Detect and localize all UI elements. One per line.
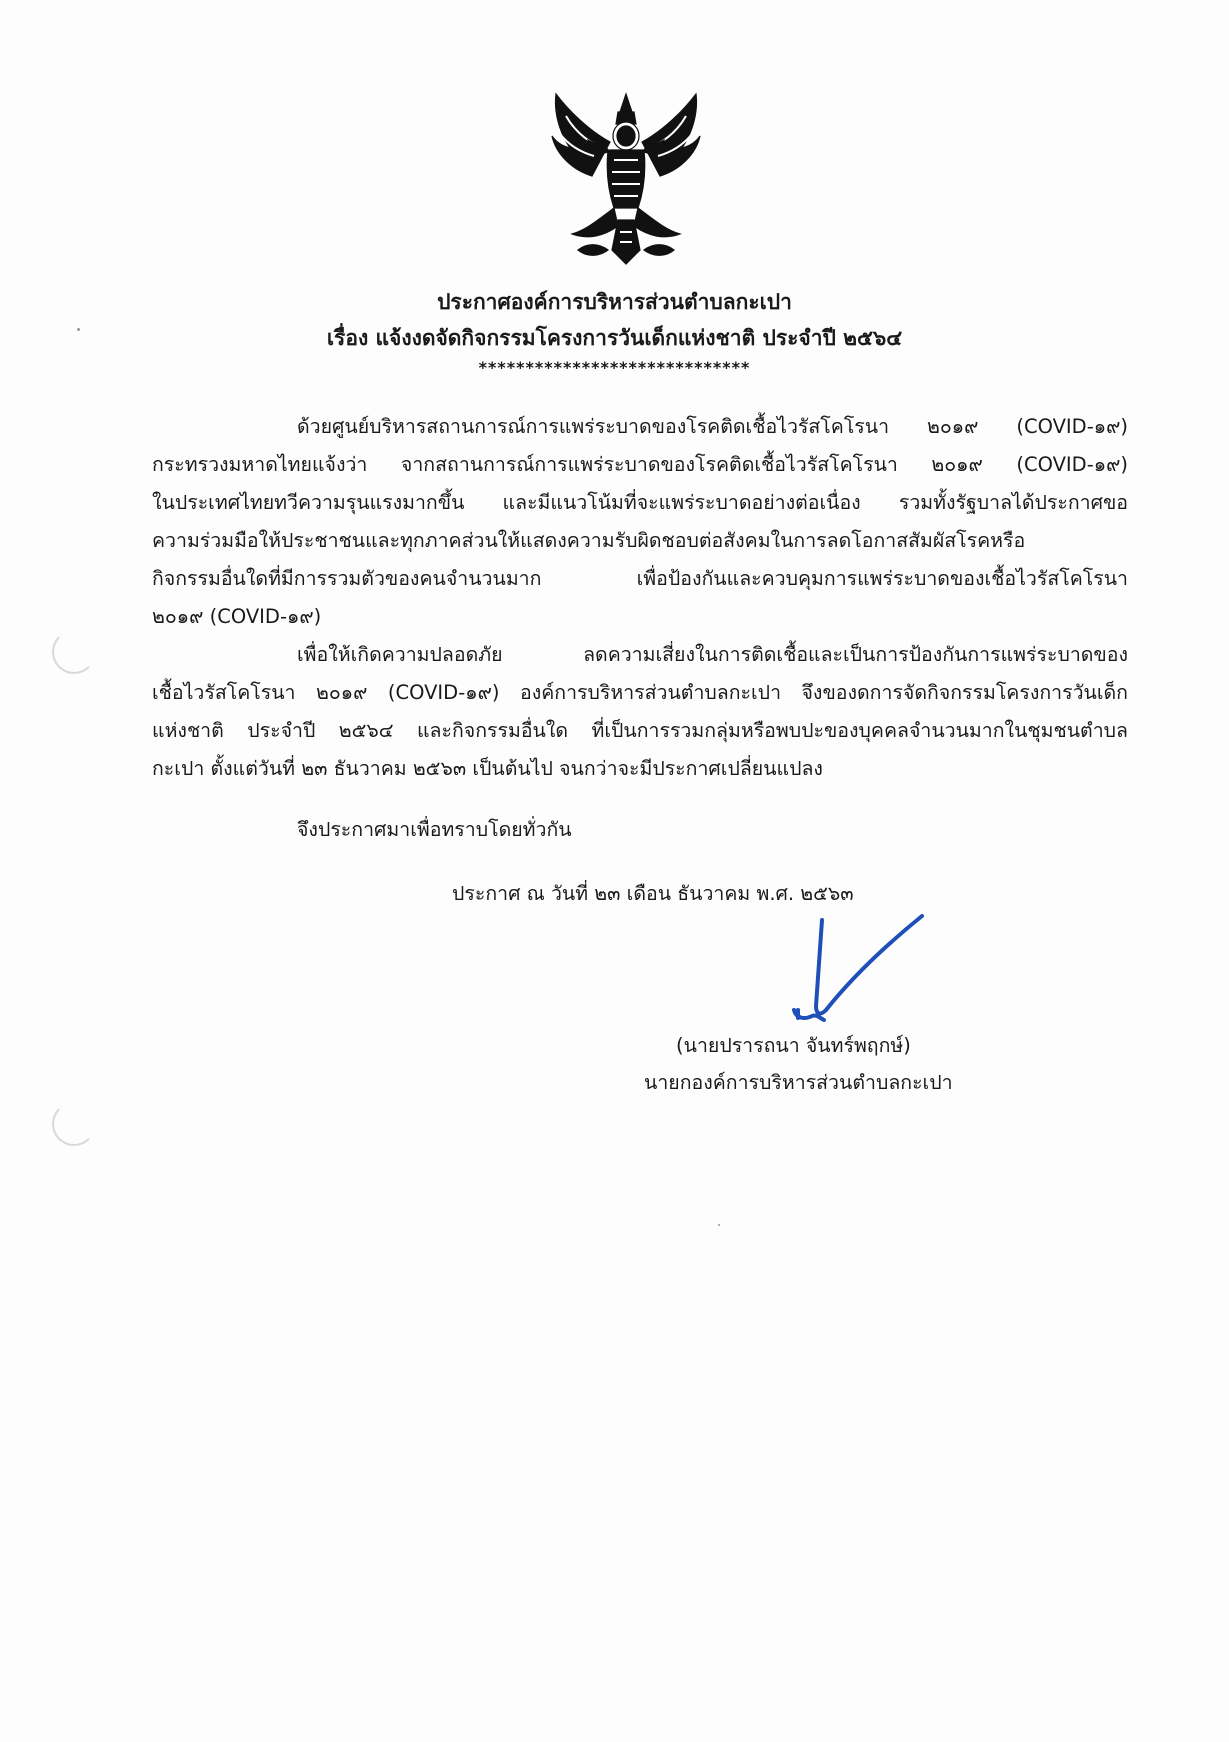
scan-dust-mark: [77, 328, 80, 331]
closing-statement: จึงประกาศมาเพื่อทราบโดยทั่วกัน: [297, 818, 572, 841]
paragraph-1-line-4: ความร่วมมือให้ประชาชนและทุกภาคส่วนให้แสดงความรับผิดชอบต่อสังคมในการลดโอกาสสัมผัสโรคหรือ: [152, 529, 1026, 552]
paragraph-1-line-1: ด้วยศูนย์บริหารสถานการณ์การแพร่ระบาดของโรคติดเชื้อไวรัสโคโรนา ๒๐๑๙ (COVID-๑๙): [297, 415, 1128, 438]
scan-dust-mark: [718, 1224, 720, 1226]
punch-hole-mark: [52, 630, 96, 674]
announcement-subject: เรื่อง แจ้งงดจัดกิจกรรมโครงการวันเด็กแห่งชาติ ประจำปี ๒๕๖๔: [326, 326, 903, 350]
paragraph-1-line-2: กระทรวงมหาดไทยแจ้งว่า จากสถานการณ์การแพร่ระบาดของโรคติดเชื้อไวรัสโคโรนา ๒๐๑๙ (COVID-๑๙): [152, 453, 1128, 476]
garuda-emblem-icon: [548, 90, 704, 266]
title-separator: *****************************: [478, 358, 751, 377]
announcement-title: ประกาศองค์การบริหารส่วนตำบลกะเปา: [437, 290, 792, 314]
paragraph-1-line-5: กิจกรรมอื่นใดที่มีการรวมตัวของคนจำนวนมาก เพื่อป้องกันและควบคุมการแพร่ระบาดของเชื้อไวรัสโคโรนา: [152, 567, 1128, 590]
paragraph-2-line-1: เพื่อให้เกิดความปลอดภัย ลดความเสี่ยงในการติดเชื้อและเป็นการป้องกันการแพร่ระบาดของ: [297, 643, 1128, 666]
handwritten-signature-icon: [790, 910, 930, 1030]
signer-title: นายกองค์การบริหารส่วนตำบลกะเปา: [644, 1071, 953, 1094]
paragraph-2-line-2: เชื้อไวรัสโคโรนา ๒๐๑๙ (COVID-๑๙) องค์การบริหารส่วนตำบลกะเปา จึงของดการจัดกิจกรรมโครงการวันเด็ก: [152, 681, 1128, 704]
punch-hole-mark: [52, 1102, 96, 1146]
paragraph-1-line-6: ๒๐๑๙ (COVID-๑๙): [152, 605, 322, 628]
paragraph-1-line-3: ในประเทศไทยทวีความรุนแรงมากขึ้น และมีแนวโน้มที่จะแพร่ระบาดอย่างต่อเนื่อง รวมทั้งรัฐบาลได้ประกาศขอ: [152, 491, 1128, 514]
paragraph-2-line-4: กะเปา ตั้งแต่วันที่ ๒๓ ธันวาคม ๒๕๖๓ เป็นต้นไป จนกว่าจะมีประกาศเปลี่ยนแปลง: [152, 757, 823, 780]
paragraph-2-line-3: แห่งชาติ ประจำปี ๒๕๖๔ และกิจกรรมอื่นใด ที่เป็นการรวมกลุ่มหรือพบปะของบุคคลจำนวนมากในชุมชนตำบล: [152, 719, 1128, 742]
signer-name: (นายปรารถนา จันทร์พฤกษ์): [676, 1034, 911, 1057]
announcement-date: ประกาศ ณ วันที่ ๒๓ เดือน ธันวาคม พ.ศ. ๒๕๖๓: [452, 882, 854, 905]
